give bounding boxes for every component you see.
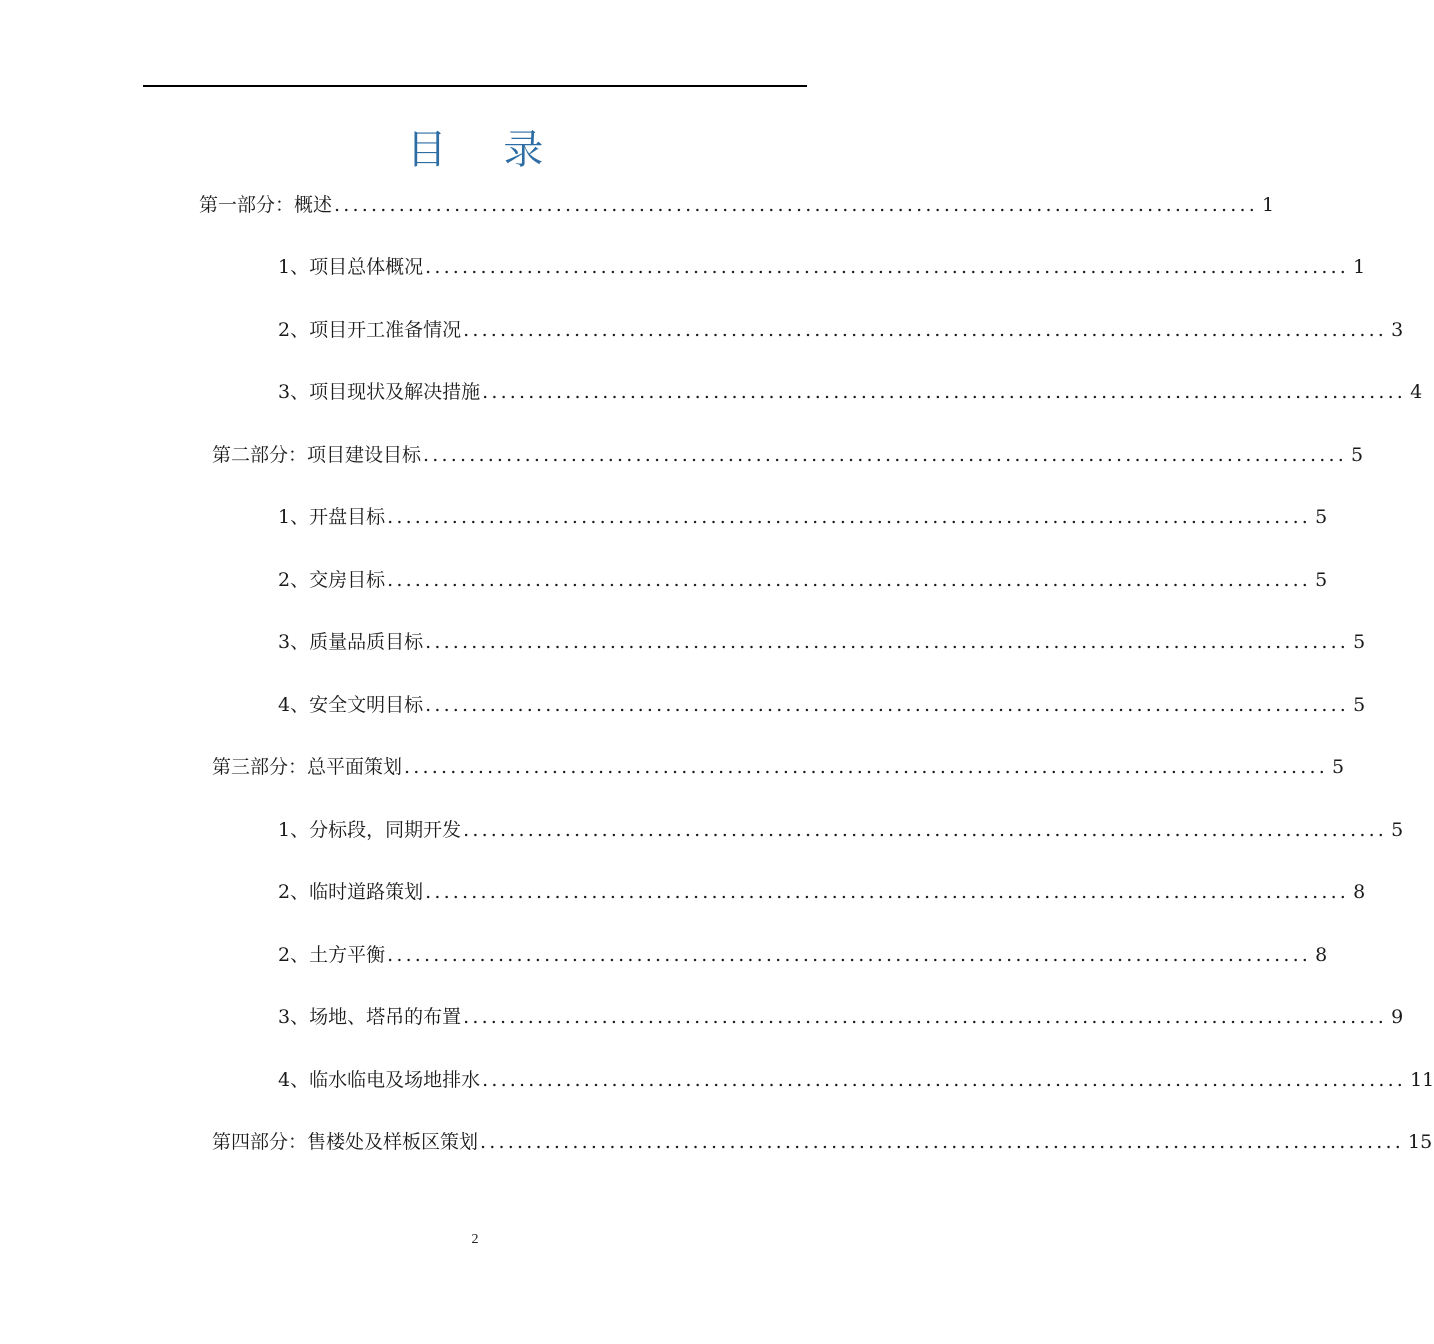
toc-entry-label: 1、开盘目标 xyxy=(278,506,386,528)
toc-entry-page: 3 xyxy=(1391,319,1404,341)
toc-entry-page: 1 xyxy=(1261,194,1275,216)
toc-entry[interactable] xyxy=(212,1127,1433,1157)
dot-leader: .................................................................................................... xyxy=(404,756,1328,778)
dot-leader: .................................................................................................... xyxy=(463,1006,1388,1028)
toc-entry-page: 11 xyxy=(1410,1069,1434,1091)
dot-leader: .................................................................................................... xyxy=(482,381,1407,403)
toc-entry[interactable] xyxy=(278,1002,1404,1032)
toc-entry-label: 3、质量品质目标 xyxy=(278,631,424,653)
toc-entry[interactable] xyxy=(278,502,1328,532)
toc-entry-page: 5 xyxy=(1353,631,1366,653)
toc-entry[interactable] xyxy=(278,690,1366,720)
dot-leader: .................................................................................................... xyxy=(425,881,1350,903)
dot-leader: .................................................................................................... xyxy=(425,631,1350,653)
dot-leader: .................................................................................................... xyxy=(334,194,1258,216)
dot-leader: .................................................................................................... xyxy=(425,694,1350,716)
toc-entry-label: 4、安全文明目标 xyxy=(278,694,424,716)
toc-entry-page: 5 xyxy=(1391,819,1404,841)
dot-leader: .................................................................................................... xyxy=(463,819,1388,841)
toc-entry-label: 3、场地、塔吊的布置 xyxy=(278,1006,462,1028)
toc-entry-label: 第四部分：售楼处及样板区策划 xyxy=(212,1131,479,1153)
toc-entry[interactable] xyxy=(212,440,1364,470)
dot-leader: .................................................................................................... xyxy=(387,569,1312,591)
page-number: 2 xyxy=(471,1232,479,1247)
toc-entry[interactable] xyxy=(199,190,1275,220)
toc-title: 目 录 xyxy=(406,127,566,173)
toc-entry[interactable] xyxy=(212,752,1345,782)
toc-entry-label: 第二部分：项目建设目标 xyxy=(212,444,422,466)
toc-entry-label: 第一部分：概述 xyxy=(199,194,333,216)
toc-entry-page: 5 xyxy=(1353,694,1366,716)
toc-entry[interactable] xyxy=(278,565,1328,595)
toc-entry-page: 8 xyxy=(1353,881,1366,903)
toc-entry-label: 1、项目总体概况 xyxy=(278,256,424,278)
toc-entry-page: 5 xyxy=(1350,444,1364,466)
toc-entry[interactable] xyxy=(278,815,1404,845)
dot-leader: .................................................................................................... xyxy=(387,944,1312,966)
toc-entry-page: 5 xyxy=(1315,506,1328,528)
toc-entry-page: 1 xyxy=(1353,256,1366,278)
toc-entry-label: 2、项目开工准备情况 xyxy=(278,319,462,341)
toc-entry-label: 3、项目现状及解决措施 xyxy=(278,381,481,403)
toc-entry[interactable] xyxy=(278,627,1366,657)
toc-entry-label: 2、交房目标 xyxy=(278,569,386,591)
toc-entry[interactable] xyxy=(278,377,1423,407)
dot-leader: .................................................................................................... xyxy=(423,444,1347,466)
toc-entry-page: 8 xyxy=(1315,944,1328,966)
toc-entry-label: 2、临时道路策划 xyxy=(278,881,424,903)
toc-entry-page: 4 xyxy=(1410,381,1423,403)
toc-entry-page: 15 xyxy=(1407,1131,1433,1153)
dot-leader: .................................................................................................... xyxy=(463,319,1388,341)
toc-entry-label: 2、土方平衡 xyxy=(278,944,386,966)
toc-entry[interactable] xyxy=(278,315,1404,345)
toc-entry-label: 4、临水临电及场地排水 xyxy=(278,1069,481,1091)
dot-leader: .................................................................................................... xyxy=(482,1069,1407,1091)
toc-entry[interactable] xyxy=(278,252,1366,282)
toc-entry-page: 5 xyxy=(1331,756,1345,778)
toc-entry[interactable] xyxy=(278,940,1328,970)
header-rule xyxy=(143,85,807,87)
toc-entry[interactable] xyxy=(278,877,1366,907)
toc-entry-label: 1、分标段，同期开发 xyxy=(278,819,462,841)
toc-entry-page: 5 xyxy=(1315,569,1328,591)
dot-leader: .................................................................................................... xyxy=(387,506,1312,528)
toc-entry[interactable] xyxy=(278,1065,1434,1095)
toc-entry-page: 9 xyxy=(1391,1006,1404,1028)
dot-leader: .................................................................................................... xyxy=(480,1131,1404,1153)
dot-leader: .................................................................................................... xyxy=(425,256,1350,278)
toc-entry-label: 第三部分：总平面策划 xyxy=(212,756,403,778)
